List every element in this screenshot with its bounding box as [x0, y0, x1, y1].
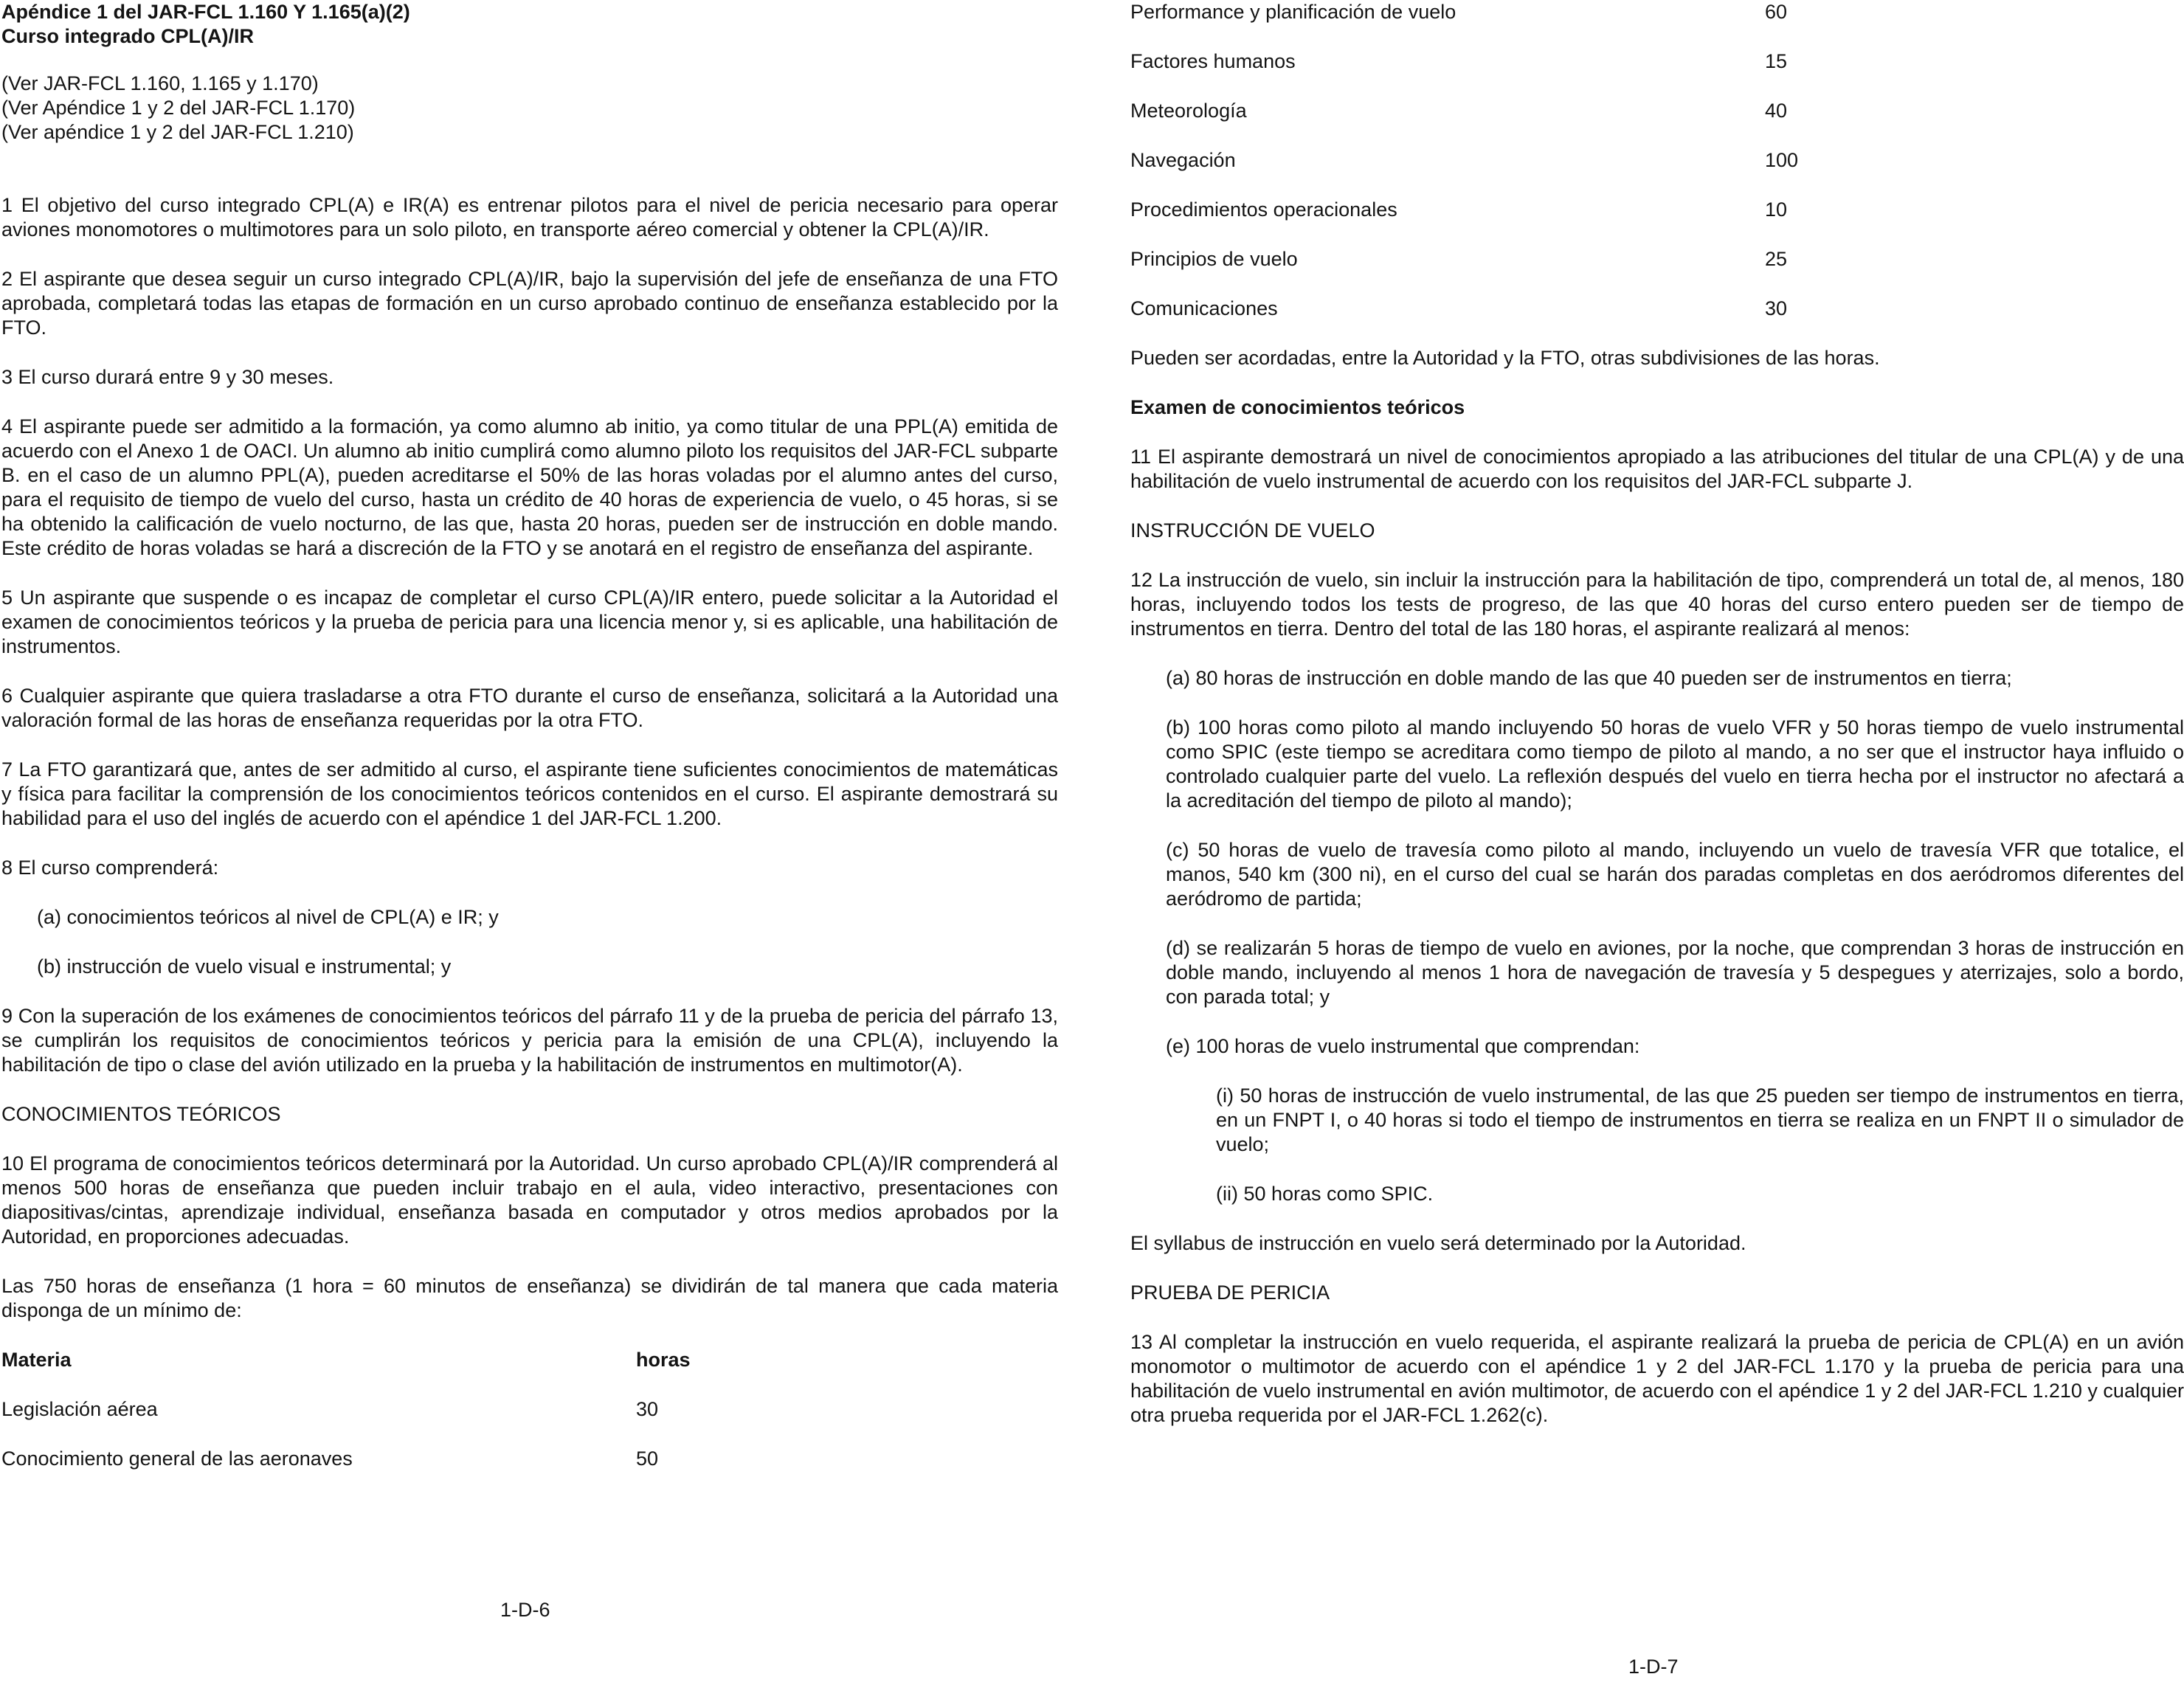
table-row — [1130, 0, 2184, 49]
paragraph-1: 1 El objetivo del curso integrado CPL(A) e IR(A) es entrenar pilotos para el nivel de pericia necesario para operar aviones monomotores o multimotores para un solo piloto, en transporte aéreo comercial y obtener la CPL(A)/IR. — [1, 194, 1058, 241]
table-header-subject: Materia — [1, 1349, 72, 1371]
subject-hours: 30 — [1765, 297, 1788, 319]
subject-name: Navegación — [1130, 149, 1236, 171]
subject-hours: 30 — [636, 1398, 659, 1420]
section-heading-examen: Examen de conocimientos teóricos — [1130, 396, 1465, 418]
paragraph-11: 11 El aspirante demostrará un nivel de conocimientos apropiado a las atribuciones del titular de una CPL(A) y de una habilitación de vuelo instrumental de acuerdo con los requisitos del JAR-FCL subparte J. — [1130, 446, 2184, 492]
reference-line: (Ver apéndice 1 y 2 del JAR-FCL 1.210) — [1, 121, 354, 143]
page-left — [0, 0, 1070, 1688]
paragraph-12e: (e) 100 horas de vuelo instrumental que comprendan: — [1166, 1035, 1640, 1057]
table-row — [1130, 247, 2184, 297]
subject-hours: 50 — [636, 1447, 659, 1470]
reference-line: (Ver Apéndice 1 y 2 del JAR-FCL 1.170) — [1, 97, 356, 119]
paragraph-8: 8 El curso comprenderá: — [1, 857, 219, 879]
course-title: Curso integrado CPL(A)/IR — [1, 25, 254, 47]
subject-name: Factores humanos — [1130, 50, 1296, 72]
page-number-right: 1-D-7 — [1628, 1656, 1679, 1678]
paragraph-12e-ii: (ii) 50 horas como SPIC. — [1216, 1183, 1434, 1205]
left-column — [1, 0, 1058, 1496]
section-heading-prueba: PRUEBA DE PERICIA — [1130, 1281, 1330, 1304]
paragraph-12d: (d) se realizarán 5 horas de tiempo de vuelo en aviones, por la noche, que comprendan 3 horas de instrucción en doble mando, incluyendo al menos 1 hora de navegación de travesía y 5 despegues y aterrizajes, solo a bordo, con parada total; y — [1166, 937, 2184, 1008]
paragraph-12b: (b) 100 horas como piloto al mando incluyendo 50 horas de vuelo VFR y 50 horas tiempo de vuelo instrumental como SPIC (este tiempo se acreditara como tiempo de piloto al mando, a no ser que el instructor haya influido o controlado cualquier parte del vuelo. La reflexión después del vuelo en tierra hecha por el instructor no afectará a la acreditación del tiempo de piloto al mando); — [1166, 716, 2184, 812]
section-heading-conocimientos: CONOCIMIENTOS TEÓRICOS — [1, 1103, 281, 1125]
paragraph-7: 7 La FTO garantizará que, antes de ser admitido al curso, el aspirante tiene suficientes conocimientos de matemáticas y física para facilitar la comprensión de los conocimientos teóricos contenidos en el curso. El aspirante demostrará su habilidad para el uso del inglés de acuerdo con el apéndice 1 del JAR-FCL 1.200. — [1, 758, 1058, 829]
paragraph-5: 5 Un aspirante que suspende o es incapaz de completar el curso CPL(A)/IR entero, puede solicitar a la Autoridad el examen de conocimientos teóricos y la prueba de pericia para una licencia menor y, si es aplicable, una habilitación de instrumentos. — [1, 587, 1058, 657]
paragraph-13: 13 Al completar la instrucción en vuelo requerida, el aspirante realizará la prueba de pericia de CPL(A) en un avión monomotor o multimotor de acuerdo con el apéndice 1 y 2 del JAR-FCL 1.170 y la prueba de pericia para una habilitación de vuelo instrumental en avión multimotor, de acuerdo con el apéndice 1 y 2 del JAR-FCL 1.210 y cualquier otra prueba requerida por el JAR-FCL 1.262(c). — [1130, 1331, 2184, 1426]
table-row — [1130, 148, 2184, 198]
paragraph-2: 2 El aspirante que desea seguir un curso integrado CPL(A)/IR, bajo la supervisión del jefe de enseñanza de una FTO aprobada, completará todas las etapas de formación en un curso aprobado continuo de enseñanza establecido por la FTO. — [1, 268, 1058, 339]
syllabus-note: El syllabus de instrucción en vuelo será determinado por la Autoridad. — [1130, 1232, 1746, 1254]
table-row — [1130, 49, 2184, 99]
paragraph-8a: (a) conocimientos teóricos al nivel de CPL(A) e IR; y — [37, 906, 499, 928]
subject-hours: 100 — [1765, 149, 1799, 171]
subject-hours: 60 — [1765, 1, 1788, 23]
table-row — [1130, 99, 2184, 148]
right-column — [1130, 0, 2184, 1428]
subject-name: Procedimientos operacionales — [1130, 198, 1397, 221]
hours-table-continued — [1130, 0, 2184, 346]
table-row — [1130, 198, 2184, 247]
subject-name: Meteorología — [1130, 100, 1247, 122]
table-header — [1, 1348, 1058, 1397]
paragraph-750: Las 750 horas de enseñanza (1 hora = 60 minutos de enseñanza) se dividirán de tal manera que cada materia disponga de un mínimo de: — [1, 1275, 1058, 1321]
page-right — [1130, 0, 2184, 1688]
subject-name: Comunicaciones — [1130, 297, 1278, 319]
page-number-left: 1-D-6 — [500, 1599, 550, 1621]
paragraph-9: 9 Con la superación de los exámenes de conocimientos teóricos del párrafo 11 y de la prueba de pericia del párrafo 13, se cumplirán los requisitos de conocimientos teóricos y pericia para la emisión de una CPL(A), incluyendo la habilitación de tipo o clase del avión utilizado en la prueba y la habilitación de instrumentos en multimotor(A). — [1, 1005, 1058, 1076]
subject-name: Legislación aérea — [1, 1398, 158, 1420]
subject-name: Performance y planificación de vuelo — [1130, 1, 1456, 23]
paragraph-8b: (b) instrucción de vuelo visual e instrumental; y — [37, 955, 452, 978]
paragraph-4: 4 El aspirante puede ser admitido a la formación, ya como alumno ab initio, ya como titular de una PPL(A) emitida de acuerdo con el Anexo 1 de OACI. Un alumno ab initio cumplirá como alumno piloto los requisitos del JAR-FCL subparte B. en el caso de un alumno PPL(A), pueden acreditarse el 50% de las horas voladas por el alumno antes del curso, para el requisito de tiempo de vuelo del curso, hasta un crédito de 40 horas de experiencia de vuelo, o 45 horas, si se ha obtenido la calificación de vuelo nocturno, de las que, hasta 20 horas, pueden ser de instrucción en doble mando. Este crédito de horas voladas se hará a discreción de la FTO y se anotará en el registro de enseñanza del aspirante. — [1, 415, 1058, 559]
subject-hours: 25 — [1765, 248, 1788, 270]
subject-hours: 40 — [1765, 100, 1788, 122]
paragraph-10: 10 El programa de conocimientos teóricos determinará por la Autoridad. Un curso aprobado CPL(A)/IR comprenderá al menos 500 horas de enseñanza que pueden incluir trabajo en el aula, video interactivo, presentaciones con diapositivas/cintas, aprendizaje individual, enseñanza basada en computador y otros medios aprobados por la Autoridad, en proporciones adecuadas. — [1, 1152, 1058, 1248]
paragraph-6: 6 Cualquier aspirante que quiera trasladarse a otra FTO durante el curso de enseñanza, solicitará a la Autoridad una valoración formal de las horas de enseñanza requeridas por la otra FTO. — [1, 685, 1058, 731]
paragraph-12e-i: (i) 50 horas de instrucción de vuelo instrumental, de las que 25 pueden ser tiempo de instrumentos en tierra, en un FNPT I, o 40 horas si todo el tiempo de instrumentos en tierra se realiza en un FNPT II o simulador de vuelo; — [1216, 1085, 2184, 1155]
subject-hours: 15 — [1765, 50, 1788, 72]
subject-name: Conocimiento general de las aeronaves — [1, 1447, 353, 1470]
table-row — [1, 1397, 1058, 1447]
subject-hours: 10 — [1765, 198, 1788, 221]
hours-table — [1, 1348, 1058, 1496]
appendix-title: Apéndice 1 del JAR-FCL 1.160 Y 1.165(a)(2) — [1, 1, 410, 23]
paragraph-12: 12 La instrucción de vuelo, sin incluir la instrucción para la habilitación de tipo, comprenderá un total de, al menos, 180 horas, incluyendo todos los tests de progreso, de las que 40 horas del curso entero pueden ser de tiempo de instrumentos en tierra. Dentro del total de las 180 horas, el aspirante realizará al menos: — [1130, 569, 2184, 640]
table-row — [1, 1447, 1058, 1496]
paragraph-12a: (a) 80 horas de instrucción en doble mando de las que 40 pueden ser de instrumentos en tierra; — [1166, 667, 2012, 689]
reference-line: (Ver JAR-FCL 1.160, 1.165 y 1.170) — [1, 72, 319, 94]
paragraph-12c: (c) 50 horas de vuelo de travesía como piloto al mando, incluyendo un vuelo de travesía VFR que totalice, el manos, 540 km (300 ni), en el curso del cual se harán dos paradas completas en dos aeródromos diferentes del aeródromo de partida; — [1166, 839, 2184, 910]
table-header-hours: horas — [636, 1349, 691, 1371]
table-row — [1130, 297, 2184, 346]
subject-name: Principios de vuelo — [1130, 248, 1298, 270]
paragraph-3: 3 El curso durará entre 9 y 30 meses. — [1, 366, 334, 388]
subdivisions-note: Pueden ser acordadas, entre la Autoridad y la FTO, otras subdivisiones de las horas. — [1130, 347, 1880, 369]
section-heading-instruccion: INSTRUCCIÓN DE VUELO — [1130, 519, 1375, 542]
